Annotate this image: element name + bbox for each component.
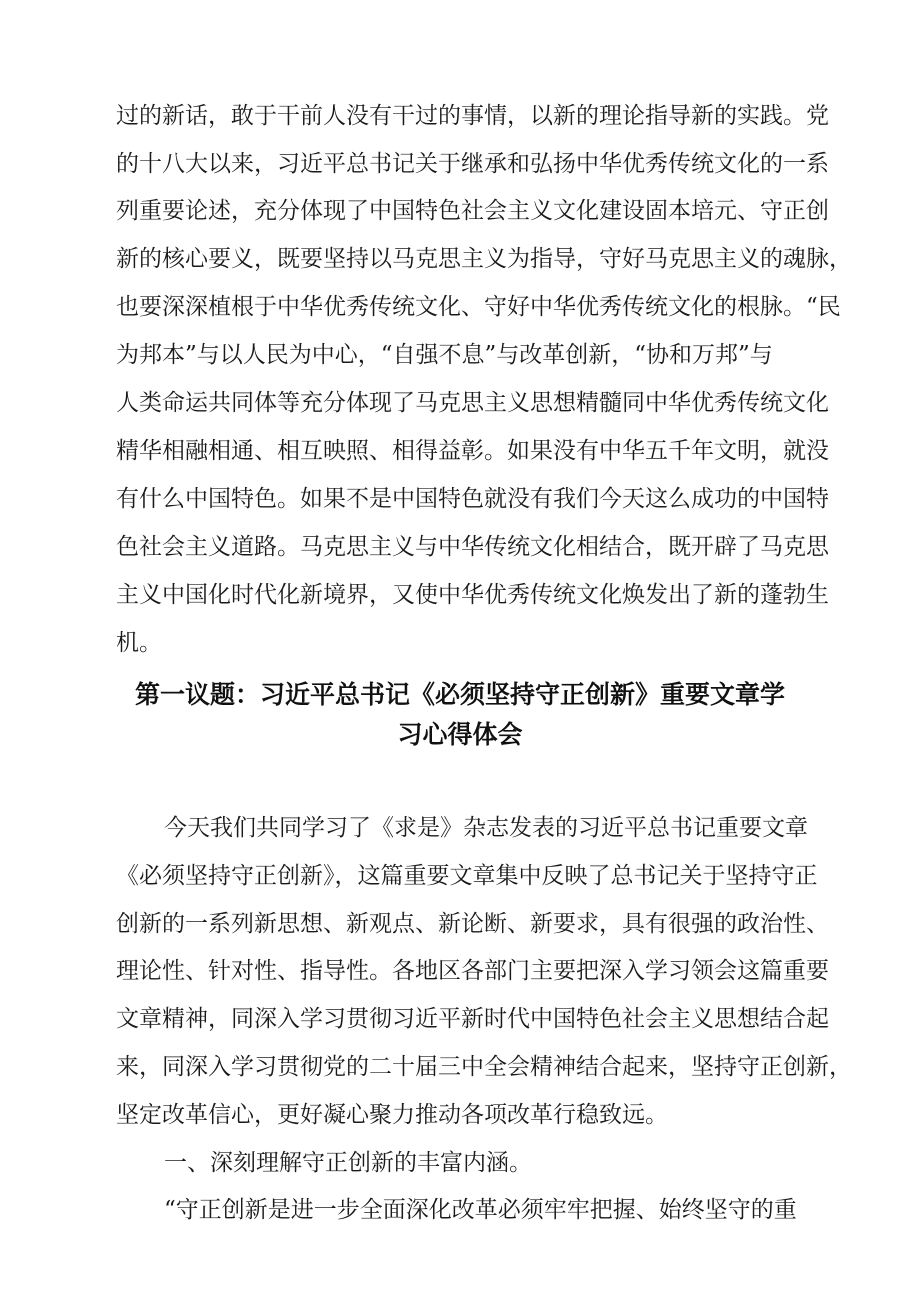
continuation-line-2: 的十八大以来，习近平总书记关于继承和弘扬中华优秀传统文化的一系 (116, 151, 829, 177)
continuation-line-6: 为邦本”与以人民为中心，“自强不息”与改革创新，“协和万邦”与 (116, 342, 773, 368)
continuation-line-10: 色社会主义道路。马克思主义与中华传统文化相结合，既开辟了马克思 (116, 534, 829, 560)
continuation-line-8: 精华相融相通、相互映照、相得益彰。如果没有中华五千年文明，就没 (116, 438, 829, 464)
continuation-line-3: 列重要论述，充分体现了中国特色社会主义文化建设固本培元、守正创 (116, 198, 829, 224)
body-line-8: 一、深刻理解守正创新的丰富内涵。 (164, 1150, 532, 1176)
section-title-line-1: 第一议题：习近平总书记《必须坚持守正创新》重要文章学 (134, 680, 785, 709)
body-line-5: 文章精神，同深入学习贯彻习近平新时代中国特色社会主义思想结合起 (116, 1006, 829, 1032)
body-line-9: “守正创新是进一步全面深化改革必须牢牢把握、始终坚守的重 (164, 1197, 797, 1223)
continuation-line-4: 新的核心要义，既要坚持以马克思主义为指导，守好马克思主义的魂脉， (116, 246, 852, 272)
body-line-6: 来，同深入学习贯彻党的二十届三中全会精神结合起来，坚持守正创新， (116, 1054, 852, 1080)
body-line-1: 今天我们共同学习了《求是》杂志发表的习近平总书记重要文章 (164, 815, 808, 841)
continuation-line-12: 机。 (116, 630, 162, 656)
continuation-line-7: 人类命运共同体等充分体现了马克思主义思想精髓同中华优秀传统文化 (116, 390, 829, 416)
body-line-4: 理论性、针对性、指导性。各地区各部门主要把深入学习领会这篇重要 (116, 958, 829, 984)
continuation-line-11: 主义中国化时代化新境界，又使中华优秀传统文化焕发出了新的蓬勃生 (116, 582, 829, 608)
continuation-line-9: 有什么中国特色。如果不是中国特色就没有我们今天这么成功的中国特 (116, 486, 829, 512)
continuation-line-5: 也要深深植根于中华优秀传统文化、守好中华优秀传统文化的根脉。“民 (116, 294, 841, 320)
body-line-7: 坚定改革信心，更好凝心聚力推动各项改革行稳致远。 (116, 1102, 668, 1128)
section-title-line-2: 习心得体会 (397, 720, 523, 749)
body-line-3: 创新的一系列新思想、新观点、新论断、新要求，具有很强的政治性、 (116, 911, 829, 937)
body-line-2: 《必须坚持守正创新》，这篇重要文章集中反映了总书记关于坚持守正 (116, 863, 818, 889)
continuation-line-1: 过的新话，敢于干前人没有干过的事情，以新的理论指导新的实践。党 (116, 103, 829, 129)
